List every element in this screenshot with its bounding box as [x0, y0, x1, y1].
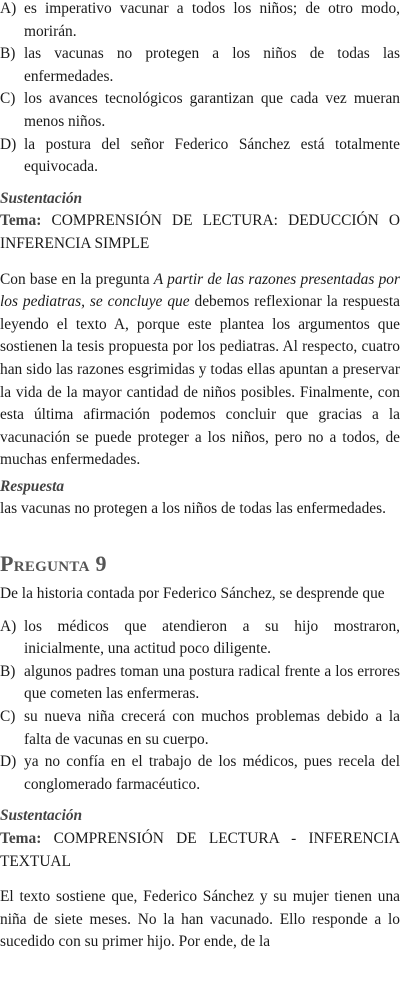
option-letter: D)	[0, 135, 17, 153]
option-letter: D)	[0, 753, 17, 771]
q8-respuesta-text: las vacunas no protegen a los niños de todas las enfermedades.	[0, 500, 386, 518]
q9-option-a	[0, 616, 400, 661]
option-text: es imperativo vacunar a todos los niños; de otro modo, morirán.	[24, 0, 400, 40]
option-text: los médicos que atendieron a su hijo mostraron, inicialmente, una actitud poco diligente.	[24, 617, 400, 658]
tema-label: Tema:	[0, 830, 42, 847]
option-letter: A)	[0, 0, 17, 17]
q8-options	[0, 0, 400, 179]
option-letter: B)	[0, 45, 16, 63]
q8-option-b	[0, 43, 400, 88]
q8-sustentacion-heading: Sustentación	[0, 189, 83, 207]
q9-tema	[0, 828, 400, 873]
option-text: los avances tecnológicos garantizan que cada vez mueran menos niños.	[24, 90, 400, 130]
explanation-quoted-question: A partir de las razones presentadas por los pediatras, se concluye que	[0, 270, 400, 311]
q8-tema	[0, 210, 400, 255]
option-letter: C)	[0, 90, 16, 108]
option-text: ya no confía en el trabajo de los médicos, pues recela del conglomerado farmacéutico.	[24, 753, 400, 793]
option-letter: C)	[0, 708, 16, 726]
tema-text: COMPRENSIÓN DE LECTURA: DEDUCCIÓN O INFERENCIA SIMPLE	[0, 212, 400, 252]
q8-option-d	[0, 134, 400, 179]
option-letter: B)	[0, 662, 16, 680]
explanation-body: debemos reflexionar la respuesta leyendo el texto A, porque este plantea los argumentos que sostienen la tesis propuesta por los pediatras. Al respecto, cuatro han sido las razones esgrimidas y todas ellas apuntan a preservar la vida de la mayor cantidad de niños posibles. Finalmente, con esta última afirmación podemos concluir que gracias a la vacunación se puede proteger a los niños, pero no a todos, de muchas enfermedades.	[0, 293, 400, 469]
q9-sustentacion-heading: Sustentación	[0, 807, 83, 825]
tema-text: COMPRENSIÓN DE LECTURA - INFERENCIA TEXTUAL	[0, 830, 400, 870]
q9-question: De la historia contada por Federico Sánchez, se desprende que	[0, 585, 385, 603]
q9-option-c	[0, 706, 400, 751]
option-letter: A)	[0, 617, 17, 635]
q8-respuesta-heading: Respuesta	[0, 477, 65, 495]
tema-label: Tema:	[0, 212, 42, 230]
q9-option-d	[0, 751, 400, 796]
q8-option-c	[0, 88, 400, 133]
q9-title	[0, 551, 400, 577]
explanation-intro: Con base en la pregunta	[0, 270, 154, 288]
option-text: la postura del señor Federico Sánchez está totalmente equivocada.	[24, 135, 400, 176]
option-text: su nueva niña crecerá con muchos problemas debido a la falta de vacunas en su cuerpo.	[24, 708, 400, 748]
q9-option-b	[0, 661, 400, 706]
q9-options	[0, 616, 400, 797]
option-text: algunos padres toman una postura radical frente a los errores que cometen las enfermeras.	[24, 662, 400, 703]
q9-title-text: Pregunta 9	[0, 551, 107, 577]
q9-explanation: El texto sostiene que, Federico Sánchez y su mujer tienen una niña de siete meses. No la han vacunado. Ello responde a lo sucedido con su primer hijo. Por ende, de la	[0, 888, 400, 951]
q8-explanation	[0, 269, 400, 472]
option-text: las vacunas no protegen a los niños de todas las enfermedades.	[24, 45, 400, 85]
q8-option-a	[0, 0, 400, 43]
